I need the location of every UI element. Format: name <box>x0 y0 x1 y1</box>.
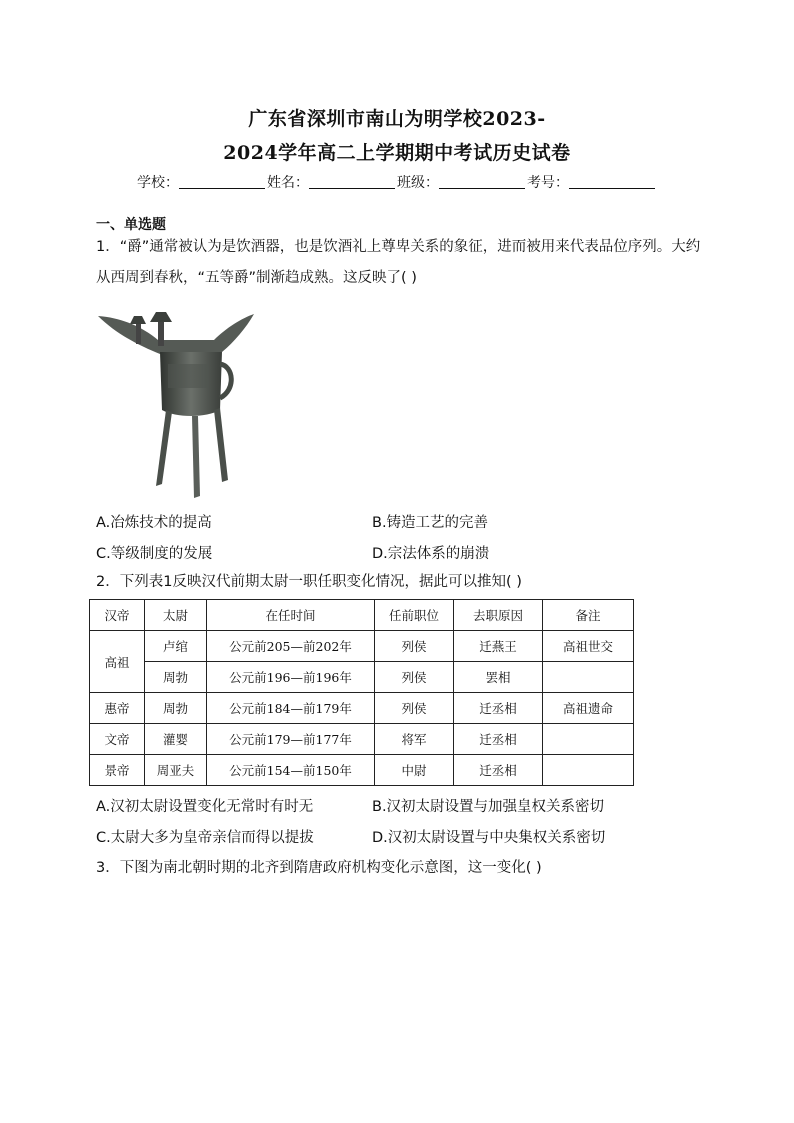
q2-option-b[interactable]: B.汉初太尉设置与加强皇权关系密切 <box>372 799 605 815</box>
table-cell: 公元前184—前179年 <box>207 693 375 724</box>
table-cell: 列侯 <box>375 662 454 693</box>
exam-title-line1: 广东省深圳市南山为明学校2023- <box>248 108 546 130</box>
school-blank[interactable] <box>179 172 265 189</box>
class-label: 班级： <box>397 175 439 191</box>
q2-option-c[interactable]: C.太尉大多为皇帝亲信而得以提拔 <box>96 830 314 846</box>
table-cell: 中尉 <box>375 755 454 786</box>
table-cell: 高祖遗命 <box>543 693 634 724</box>
table-cell <box>543 662 634 693</box>
q1-option-a[interactable]: A.冶炼技术的提高 <box>96 515 212 531</box>
table-header-cell: 在任时间 <box>207 600 375 631</box>
question-1-text: 1．“爵”通常被认为是饮酒器，也是饮酒礼上尊卑关系的象征，进而被用来代表品位序列。大约从西周到春秋，“五等爵”制渐趋成熟。这反映了( ) <box>96 239 701 286</box>
table-header-cell: 太尉 <box>145 600 207 631</box>
table-row <box>90 755 634 786</box>
table-cell: 周勃 <box>145 662 207 693</box>
table-cell: 卢绾 <box>145 631 207 662</box>
q1-option-b[interactable]: B.铸造工艺的完善 <box>372 515 489 531</box>
student-info-line <box>0 172 794 192</box>
table-cell: 景帝 <box>90 755 145 786</box>
taiwei-table <box>89 599 634 786</box>
table-header-cell: 汉帝 <box>90 600 145 631</box>
table-cell: 文帝 <box>90 724 145 755</box>
table-cell: 高祖世交 <box>543 631 634 662</box>
table-cell: 公元前179—前177年 <box>207 724 375 755</box>
table-cell: 罢相 <box>454 662 543 693</box>
table-row <box>90 693 634 724</box>
table-row <box>90 662 634 693</box>
question-3-text: 3．下图为南北朝时期的北齐到隋唐政府机构变化示意图，这一变化( ) <box>96 860 542 876</box>
table-cell: 高祖 <box>90 631 145 693</box>
table-row <box>90 724 634 755</box>
table-header-cell: 备注 <box>543 600 634 631</box>
table-cell: 列侯 <box>375 693 454 724</box>
table-row <box>90 631 634 662</box>
question-2-text: 2．下列表1反映汉代前期太尉一职任职变化情况，据此可以推知( ) <box>96 574 522 590</box>
table-cell <box>543 755 634 786</box>
name-blank[interactable] <box>309 172 395 189</box>
q1-option-d[interactable]: D.宗法体系的崩溃 <box>372 546 490 562</box>
table-cell: 周勃 <box>145 693 207 724</box>
table-cell: 公元前154—前150年 <box>207 755 375 786</box>
section-title: 一、单选题 <box>96 217 166 233</box>
table-cell: 灌婴 <box>145 724 207 755</box>
table-cell: 周亚夫 <box>145 755 207 786</box>
table-cell: 公元前205—前202年 <box>207 631 375 662</box>
table-header-cell: 去职原因 <box>454 600 543 631</box>
exam-number-blank[interactable] <box>569 172 655 189</box>
table-cell: 公元前196—前196年 <box>207 662 375 693</box>
table-cell: 列侯 <box>375 631 454 662</box>
table-cell: 将军 <box>375 724 454 755</box>
q1-option-c[interactable]: C.等级制度的发展 <box>96 546 213 562</box>
table-cell <box>543 724 634 755</box>
exam-title-line2: 2024学年高二上学期期中考试历史试卷 <box>223 142 571 164</box>
table-header-cell: 任前职位 <box>375 600 454 631</box>
class-blank[interactable] <box>439 172 525 189</box>
name-label: 姓名： <box>267 175 309 191</box>
table-cell: 迁丞相 <box>454 755 543 786</box>
table-header-row <box>90 600 634 631</box>
table-cell: 迁丞相 <box>454 693 543 724</box>
table-cell: 迁丞相 <box>454 724 543 755</box>
table-cell: 惠帝 <box>90 693 145 724</box>
school-label: 学校： <box>137 175 179 191</box>
q2-option-a[interactable]: A.汉初太尉设置变化无常时有时无 <box>96 799 314 815</box>
exam-number-label: 考号： <box>527 175 569 191</box>
bronze-jue-vessel-image <box>96 306 258 502</box>
q2-option-d[interactable]: D.汉初太尉设置与中央集权关系密切 <box>372 830 606 846</box>
table-cell: 迁燕王 <box>454 631 543 662</box>
